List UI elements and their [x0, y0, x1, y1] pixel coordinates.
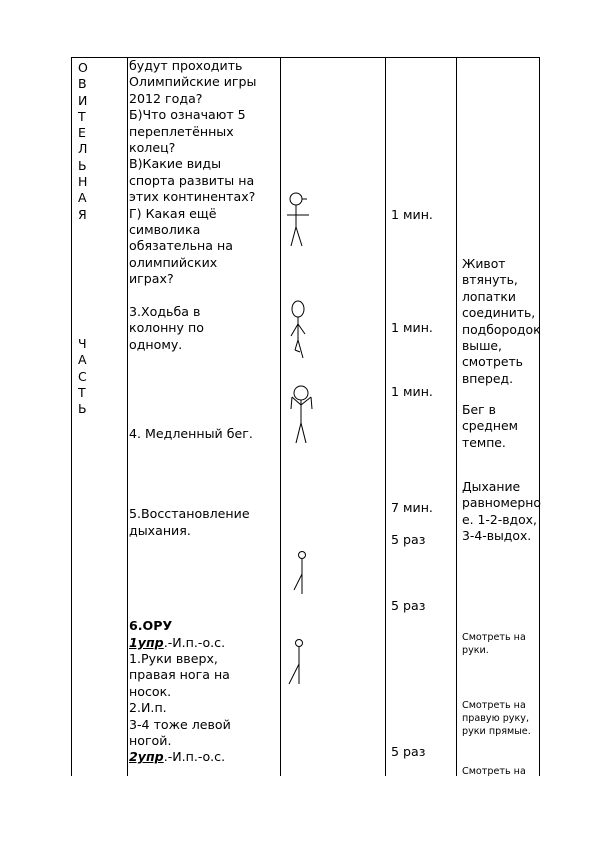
running-figure-icon	[287, 383, 317, 447]
content-line: колонну по	[129, 320, 204, 336]
duration: 1 мин.	[391, 384, 433, 399]
note-line: лопатки	[462, 288, 516, 304]
content-line: играх?	[129, 271, 174, 287]
repetitions: 5 раз	[391, 598, 426, 613]
note-line: Дыхание	[462, 479, 521, 494]
note-line: руки.	[462, 645, 489, 656]
content-line: символика	[129, 222, 201, 238]
section-letter: О	[78, 60, 88, 75]
content-line: правая нога на	[129, 667, 230, 683]
content-line: В)Какие виды	[129, 156, 222, 172]
section-letter: И	[78, 92, 88, 108]
content-line: Олимпийские игры	[129, 74, 257, 90]
standing-figure-icon	[285, 191, 315, 249]
column-divider	[280, 58, 281, 776]
lesson-content	[129, 58, 279, 766]
note-line: подбородок	[462, 321, 541, 337]
content-line: Б)Что означают 5	[129, 107, 246, 123]
exercise-label: 2упр	[129, 749, 164, 765]
note-line: руки прямые.	[462, 726, 531, 737]
content-line: обязательна на	[129, 238, 233, 254]
note-line: выше,	[462, 338, 502, 354]
breathing-figure-icon	[290, 550, 310, 598]
section-letter: Ь	[78, 157, 87, 173]
content-line: спорта развиты на	[129, 172, 255, 188]
content-line: 2.И.п.	[129, 700, 167, 716]
exercise-figure-icon	[286, 638, 306, 688]
content-line: будут проходить	[129, 58, 243, 73]
column-divider	[456, 58, 457, 776]
note-look-right	[462, 699, 542, 738]
content-line: олимпийских	[129, 254, 218, 270]
note-line: правую руку,	[462, 713, 529, 724]
duration: 1 мин.	[391, 320, 433, 335]
content-line: 1.Руки вверх,	[129, 650, 218, 666]
content-line: носок.	[129, 683, 172, 699]
section-letter: А	[78, 352, 87, 368]
content-line: 5.Восстановление	[129, 506, 250, 522]
content-line: 2012 года?	[129, 90, 203, 106]
section-letter: Ч	[78, 336, 87, 351]
section-letter: Е	[78, 125, 86, 141]
exercise-start-pos: .-И.п.-о.с.	[163, 634, 226, 650]
note-line: втянуть,	[462, 272, 518, 288]
section-letter: Т	[78, 108, 86, 124]
exercise-2-start	[129, 749, 279, 765]
note-line: Смотреть на	[462, 632, 526, 643]
note-line: равномерно	[462, 495, 541, 511]
content-line: 3.Ходьба в	[129, 303, 201, 319]
note-line: темпе.	[462, 434, 506, 450]
section-title-vertical	[78, 60, 98, 223]
note-line: Бег в	[462, 402, 496, 417]
repetitions: 5 раз	[391, 744, 426, 759]
repetitions: 5 раз	[391, 532, 426, 547]
content-line: переплетённых	[129, 123, 234, 139]
note-line: Смотреть на	[462, 700, 526, 711]
section-letter: Я	[78, 206, 87, 222]
section-title-vertical-2	[78, 336, 98, 417]
exercise-label: 1упр	[129, 634, 164, 650]
section-letter: Т	[78, 384, 86, 400]
note-line: соединить,	[462, 305, 536, 321]
duration: 7 мин.	[391, 500, 433, 515]
column-divider	[385, 58, 386, 776]
content-line: 4. Медленный бег.	[129, 425, 253, 441]
content-line: 3-4 тоже левой	[129, 716, 231, 732]
note-line: 3-4-выдох.	[462, 528, 532, 544]
note-run-tempo	[462, 402, 540, 451]
note-line: смотреть	[462, 354, 523, 370]
note-look-last: Смотреть на	[462, 766, 526, 777]
note-line: вперед.	[462, 370, 514, 386]
content-line: колец?	[129, 140, 176, 156]
oru-heading: 6.ОРУ	[129, 618, 173, 634]
note-posture	[462, 256, 540, 387]
walking-figure-icon	[287, 300, 313, 362]
note-line: среднем	[462, 418, 518, 434]
section-letter: Ь	[78, 401, 87, 417]
note-breathing	[462, 479, 540, 545]
column-divider	[127, 58, 128, 776]
content-line: ногой.	[129, 732, 172, 748]
duration: 1 мин.	[391, 207, 433, 222]
content-line: дыхания.	[129, 522, 191, 538]
section-letter: В	[78, 76, 87, 92]
content-line: этих континентах?	[129, 189, 256, 205]
note-line: е. 1-2-вдох,	[462, 511, 537, 527]
section-letter: А	[78, 190, 87, 206]
note-line: Живот	[462, 256, 506, 271]
content-line: Г) Какая ещё	[129, 205, 217, 221]
lesson-table	[71, 57, 540, 776]
section-letter: Н	[78, 174, 88, 190]
exercise-1-start	[129, 635, 279, 651]
note-look-hands	[462, 631, 542, 657]
exercise-start-pos: .-И.п.-о.с.	[163, 749, 226, 765]
section-letter: С	[78, 368, 87, 384]
content-line: одному.	[129, 336, 183, 352]
section-letter: Л	[78, 141, 88, 157]
